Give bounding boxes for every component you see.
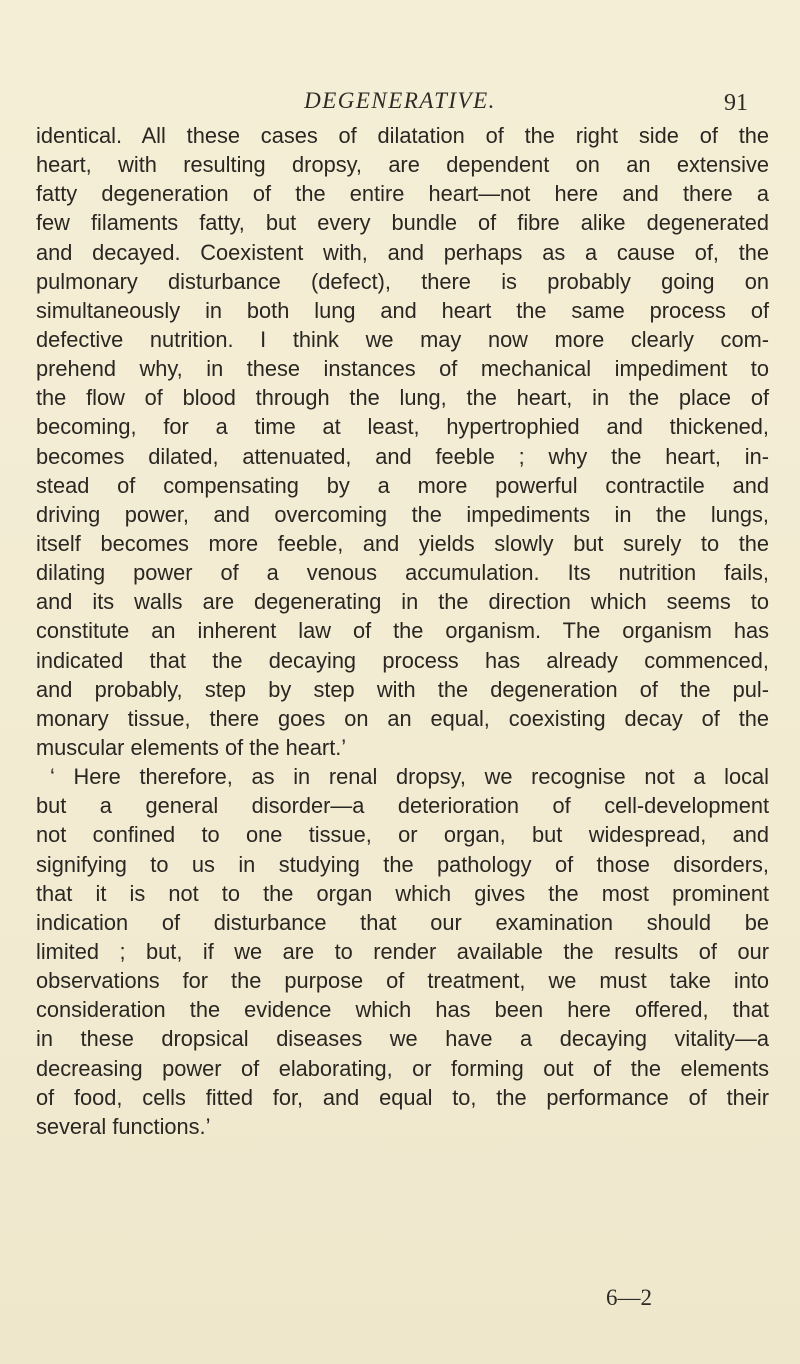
text-line: decreasing power of elaborating, or forming out of the elements [36, 1055, 769, 1081]
text-line: constitute an inherent law of the organism. The organism has [36, 618, 769, 644]
text-line: that it is not to the organ which gives the most prominent [36, 880, 769, 906]
text-line: dilating power of a venous accumulation. Its nutrition fails, [36, 560, 769, 586]
body-text [36, 121, 769, 1141]
text-line: and its walls are degenerating in the direction which seems to [36, 589, 769, 615]
text-line: driving power, and overcoming the impediments in the lungs, [36, 501, 769, 527]
text-line: several functions.’ [36, 1113, 211, 1139]
text-line: of food, cells fitted for, and equal to, the performance of their [36, 1084, 769, 1110]
text-line: not confined to one tissue, or organ, but widespread, and [36, 822, 769, 848]
text-line: but a general disorder—a deterioration of cell-development [36, 793, 769, 819]
text-line: signifying to us in studying the pathology of those disorders, [36, 851, 769, 877]
signature-mark: 6—2 [606, 1285, 652, 1310]
text-line: the flow of blood through the lung, the heart, in the place of [36, 385, 769, 411]
text-line: identical. All these cases of dilatation of the right side of the [36, 123, 769, 148]
text-line: fatty degeneration of the entire heart—not here and there a [36, 181, 769, 207]
text-line: indication of disturbance that our examination should be [36, 909, 769, 935]
text-line: ‘ Here therefore, as in renal dropsy, we recognise not a local [50, 764, 769, 790]
text-line: becoming, for a time at least, hypertrophied and thickened, [36, 414, 769, 440]
text-line: consideration the evidence which has been here offered, that [36, 997, 769, 1023]
text-line: observations for the purpose of treatment, we must take into [36, 968, 769, 994]
page-number: 91 [724, 90, 748, 116]
text-line: simultaneously in both lung and heart the same process of [36, 297, 769, 323]
text-line: in these dropsical diseases we have a decaying vitality—a [36, 1026, 769, 1052]
text-line: and probably, step by step with the degeneration of the pul- [36, 676, 769, 702]
text-line: indicated that the decaying process has already commenced, [36, 647, 769, 673]
text-line: prehend why, in these instances of mechanical impediment to [36, 356, 769, 382]
text-line: and decayed. Coexistent with, and perhaps as a cause of, the [36, 239, 769, 265]
running-title: DEGENERATIVE. [304, 88, 496, 113]
text-line: pulmonary disturbance (defect), there is probably going on [36, 268, 769, 294]
text-line: muscular elements of the heart.’ [36, 734, 347, 760]
text-line: defective nutrition. I think we may now more clearly com- [36, 326, 769, 352]
text-line: itself becomes more feeble, and yields slowly but surely to the [36, 530, 769, 556]
text-line: stead of compensating by a more powerful contractile and [36, 472, 769, 498]
text-line: limited ; but, if we are to render available the results of our [36, 938, 769, 964]
text-line: monary tissue, there goes on an equal, coexisting decay of the [36, 705, 769, 731]
text-line: few filaments fatty, but every bundle of fibre alike degenerated [36, 210, 769, 236]
text-line: heart, with resulting dropsy, are dependent on an extensive [36, 152, 769, 178]
text-line: becomes dilated, attenuated, and feeble ; why the heart, in- [36, 443, 769, 469]
